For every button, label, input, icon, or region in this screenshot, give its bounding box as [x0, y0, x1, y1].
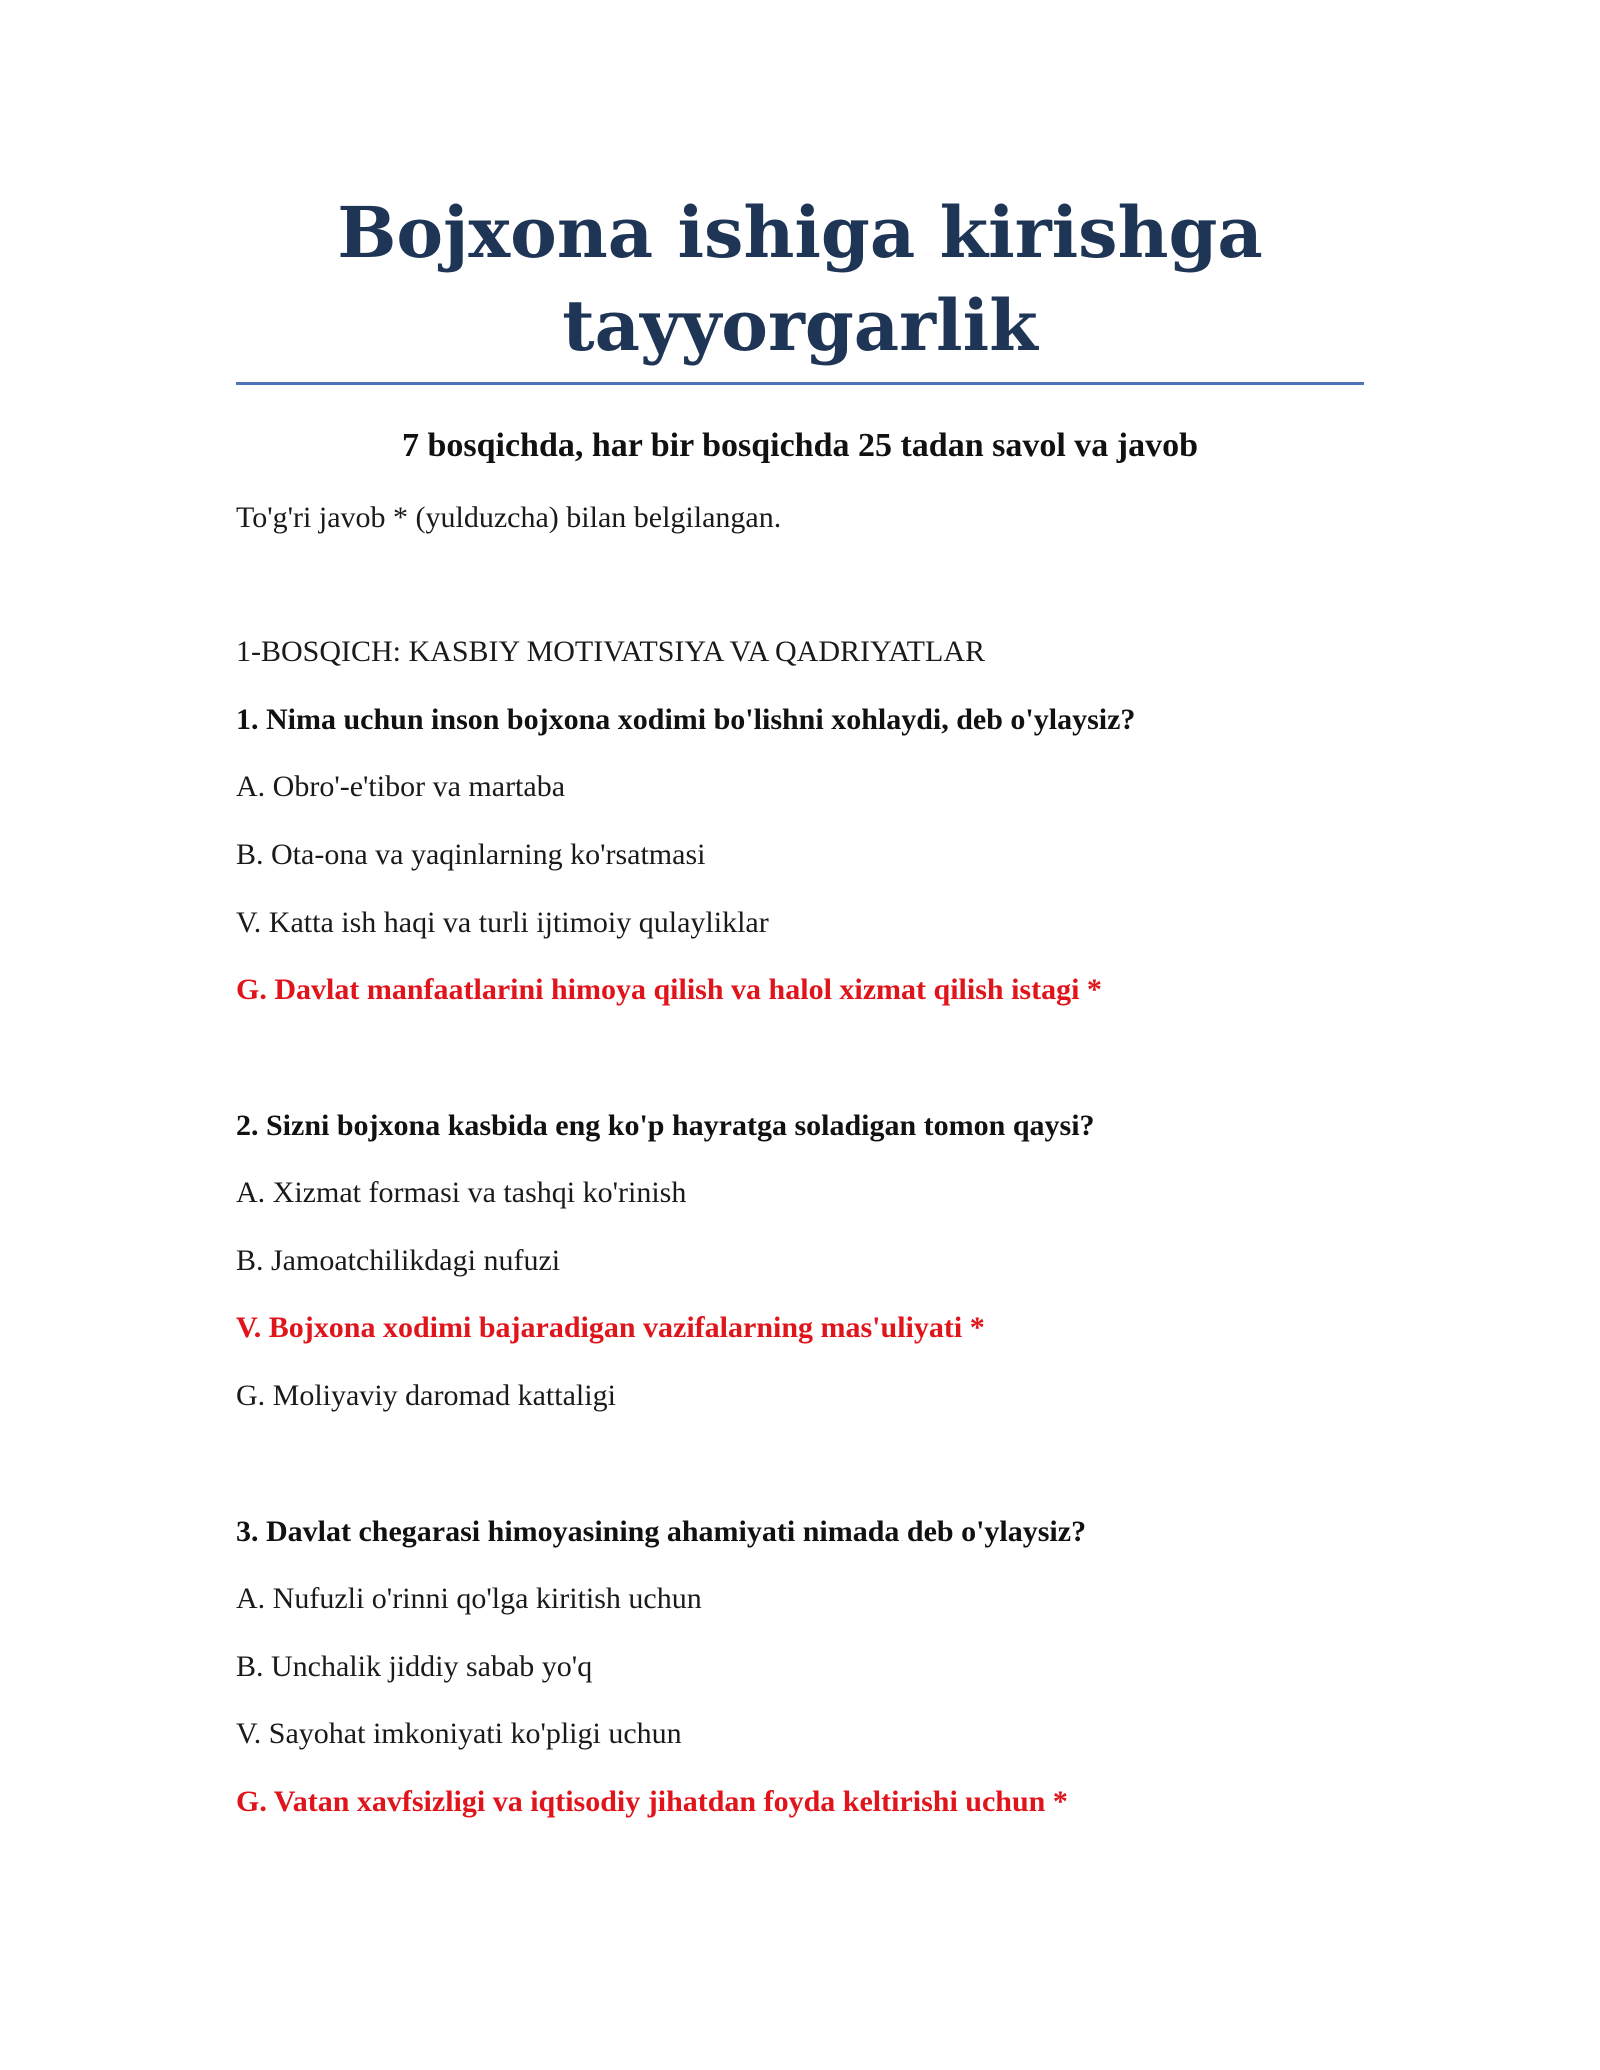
title-line-2: tayyorgarlik [562, 284, 1038, 367]
question-1: 1. Nima uchun inson bojxona xodimi bo'lishni xohlaydi, deb o'ylaysiz? [236, 703, 1136, 736]
question-1-option-g-correct: G. Davlat manfaatlarini himoya qilish va halol xizmat qilish istagi * [236, 973, 1102, 1006]
document-subtitle: 7 bosqichda, har bir bosqichda 25 tadan savol va javob [401, 427, 1199, 464]
question-2-option-b: B. Jamoatchilikdagi nufuzi [236, 1244, 561, 1277]
question-3: 3. Davlat chegarasi himoyasining ahamiyati nimada deb o'ylaysiz? [236, 1515, 1087, 1548]
question-1-option-v: V. Katta ish haqi va turli ijtimoiy qulayliklar [236, 906, 769, 939]
question-1-option-b: B. Ota-ona va yaqinlarning ko'rsatmasi [236, 838, 706, 871]
question-2-option-v-correct: V. Bojxona xodimi bajaradigan vazifalarning mas'uliyati * [236, 1311, 985, 1344]
question-1-option-a: A. Obro'-e'tibor va martaba [236, 770, 566, 803]
question-3-option-v: V. Sayohat imkoniyati ko'pligi uchun [236, 1717, 682, 1750]
question-3-option-g-correct: G. Vatan xavfsizligi va iqtisodiy jihatdan foyda keltirishi uchun * [236, 1785, 1068, 1818]
question-2-option-a: A. Xizmat formasi va tashqi ko'rinish [236, 1176, 687, 1209]
answer-key-note: To'g'ri javob * (yulduzcha) bilan belgilangan. [236, 501, 782, 534]
question-2: 2. Sizni bojxona kasbida eng ko'p hayratga soladigan tomon qaysi? [236, 1109, 1095, 1142]
question-3-option-b: B. Unchalik jiddiy sabab yo'q [236, 1650, 593, 1683]
title-underline [236, 382, 1364, 385]
document-title [236, 186, 1364, 372]
title-line-1: Bojxona ishiga kirishga [337, 191, 1263, 274]
question-2-option-g: G. Moliyaviy daromad kattaligi [236, 1379, 616, 1412]
stage-heading: 1-BOSQICH: KASBIY MOTIVATSIYA VA QADRIYATLAR [236, 635, 985, 668]
question-3-option-a: A. Nufuzli o'rinni qo'lga kiritish uchun [236, 1582, 702, 1615]
